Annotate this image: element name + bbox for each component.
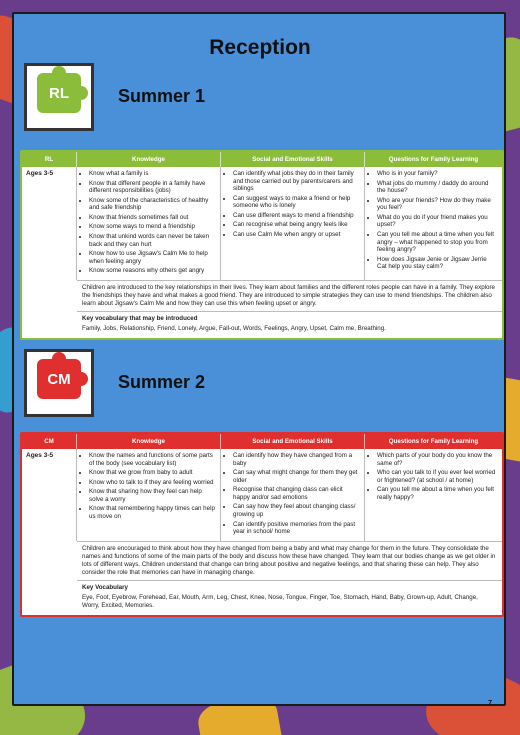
list-item: • Know what a family is	[89, 170, 216, 178]
vocab-heading: Key vocabulary that may be introduced	[82, 314, 198, 322]
list-item: • Know that different people in a family have different responsibilities (jobs)	[89, 180, 216, 195]
header-skills: Social and Emotional Skills	[221, 152, 365, 167]
table-row	[22, 449, 502, 541]
list-item: • Can identify how they have changed from a baby	[233, 452, 360, 467]
list-item: • Know that remembering happy times can help us move on	[89, 505, 216, 520]
header-skills: Social and Emotional Skills	[221, 434, 365, 449]
list-item: • Who are your friends? How do they make you feel?	[377, 197, 498, 212]
header-knowledge: Knowledge	[77, 152, 221, 167]
questions-cell	[365, 449, 502, 541]
summary-paragraph: Children are encouraged to think about how they have changed from being a baby and what may change for them in the future. They consolidate the names and functions of some of the main parts of the body and discuss how these have changed. They learn that our bodies change as we get older in lots of different ways. Children understand that change can bring about positive and negative feelings, and that sharing these can help. They also consider the role that memories can have in managing change.	[77, 541, 502, 580]
header-questions: Questions for Family Learning	[388, 438, 479, 445]
vocabulary-box	[77, 580, 502, 615]
knowledge-cell	[77, 449, 221, 541]
list-item: • What do you do if your friend makes you upset?	[377, 214, 498, 229]
vocab-list: Family, Jobs, Relationship, Friend, Lonely, Argue, Fall-out, Words, Feelings, Angry, Upset, Calm me, Breathing.	[82, 325, 386, 332]
table-header	[22, 434, 502, 449]
table-header	[22, 152, 502, 167]
skills-cell	[221, 449, 365, 541]
header-code: RL	[22, 152, 77, 167]
list-item: • What jobs do mummy / daddy do around the house?	[377, 180, 498, 195]
list-item: • Know some ways to mend a friendship	[89, 223, 216, 231]
rl-table	[20, 150, 504, 340]
badge-code: RL	[49, 84, 69, 102]
list-item: • Know the names and functions of some parts of the body (see vocabulary list)	[89, 452, 216, 467]
page-title: Reception	[209, 36, 311, 59]
list-item: • Can identify positive memories from the past year in school/ home	[233, 521, 360, 536]
knowledge-cell	[77, 167, 221, 280]
summary-paragraph: Children are introduced to the key relationships in their lives. They learn about families and the different roles people can have in a family. They explore the friendships they have and what makes a good friend. They are introduced to simple strategies they can use to mend friendships. The children also learn about Jigsaw's Calm Me and how they can use this when feeling upset or angry.	[77, 280, 502, 311]
list-item: • Can use Calm Me when angry or upset	[233, 231, 360, 239]
header-code: CM	[22, 434, 77, 449]
vocab-heading: Key Vocabulary	[82, 583, 128, 591]
list-item: • Know that we grow from baby to adult	[89, 469, 216, 477]
list-item: • Know that unkind words can never be taken back and they can hurt	[89, 233, 216, 248]
list-item: • Who can you talk to if you ever feel worried or frightened? (at school / at home)	[377, 469, 498, 484]
page-number: 7	[488, 700, 492, 707]
list-item: • Can say what might change for them they get older	[233, 469, 360, 484]
puzzle-piece-icon	[37, 359, 81, 399]
list-item: • Can you tell me about a time when you felt angry – what happened to stop you from feeling angry?	[377, 231, 498, 254]
cm-badge	[24, 349, 94, 417]
list-item: • Can identify what jobs they do in their family and those carried out by parents/carers and siblings	[233, 170, 360, 193]
skills-cell	[221, 167, 365, 280]
section-term: Summer 2	[118, 372, 206, 392]
age-label: Ages 3-5	[22, 449, 77, 541]
badge-caption: Relationships	[42, 115, 76, 121]
list-item: • Know some of the characteristics of healthy and safe friendship	[89, 197, 216, 212]
list-item: • Know how to use Jigsaw's Calm Me to help when feeling angry	[89, 250, 216, 265]
cm-table	[20, 432, 504, 617]
list-item: • Recognise that changing class can elicit happy and/or sad emotions	[233, 486, 360, 501]
age-label: Ages 3-5	[22, 167, 77, 280]
list-item: • Can you tell me about a time when you felt really happy?	[377, 486, 498, 501]
table-row	[22, 167, 502, 280]
header-questions: Questions for Family Learning	[388, 156, 479, 163]
list-item: • Can recognise what being angry feels like	[233, 221, 360, 229]
list-item: • Know who to talk to if they are feeling worried	[89, 479, 216, 487]
rl-badge	[24, 63, 94, 131]
list-item: • Can use different ways to mend a friendship	[233, 212, 360, 220]
vocabulary-box	[77, 311, 502, 338]
vocab-list: Eye, Foot, Eyebrow, Forehead, Ear, Mouth, Arm, Leg, Chest, Knee, Nose, Tongue, Finger, Toe, Stomach, Hand, Baby, Grown-up, Adult, Change, Worry, Excited, Memories.	[82, 593, 478, 609]
list-item: • Which parts of your body do you know the same of?	[377, 452, 498, 467]
list-item: • Who is in your family?	[377, 170, 498, 178]
list-item: • How does Jigsaw Jenie or Jigsaw Jerrie Cat help you stay calm?	[377, 256, 498, 271]
badge-caption: Changing Me	[43, 401, 75, 407]
puzzle-piece-icon	[37, 73, 81, 113]
list-item: • Know that sharing how they feel can help solve a worry	[89, 488, 216, 503]
section-term: Summer 1	[118, 86, 206, 106]
list-item: • Know that friends sometimes fall out	[89, 214, 216, 222]
list-item: • Can say how they feel about changing class/ growing up	[233, 503, 360, 518]
header-knowledge: Knowledge	[77, 434, 221, 449]
badge-code: CM	[47, 370, 71, 388]
questions-cell	[365, 167, 502, 280]
list-item: • Can suggest ways to make a friend or help someone who is lonely	[233, 195, 360, 210]
list-item: • Know some reasons why others get angry	[89, 267, 216, 275]
